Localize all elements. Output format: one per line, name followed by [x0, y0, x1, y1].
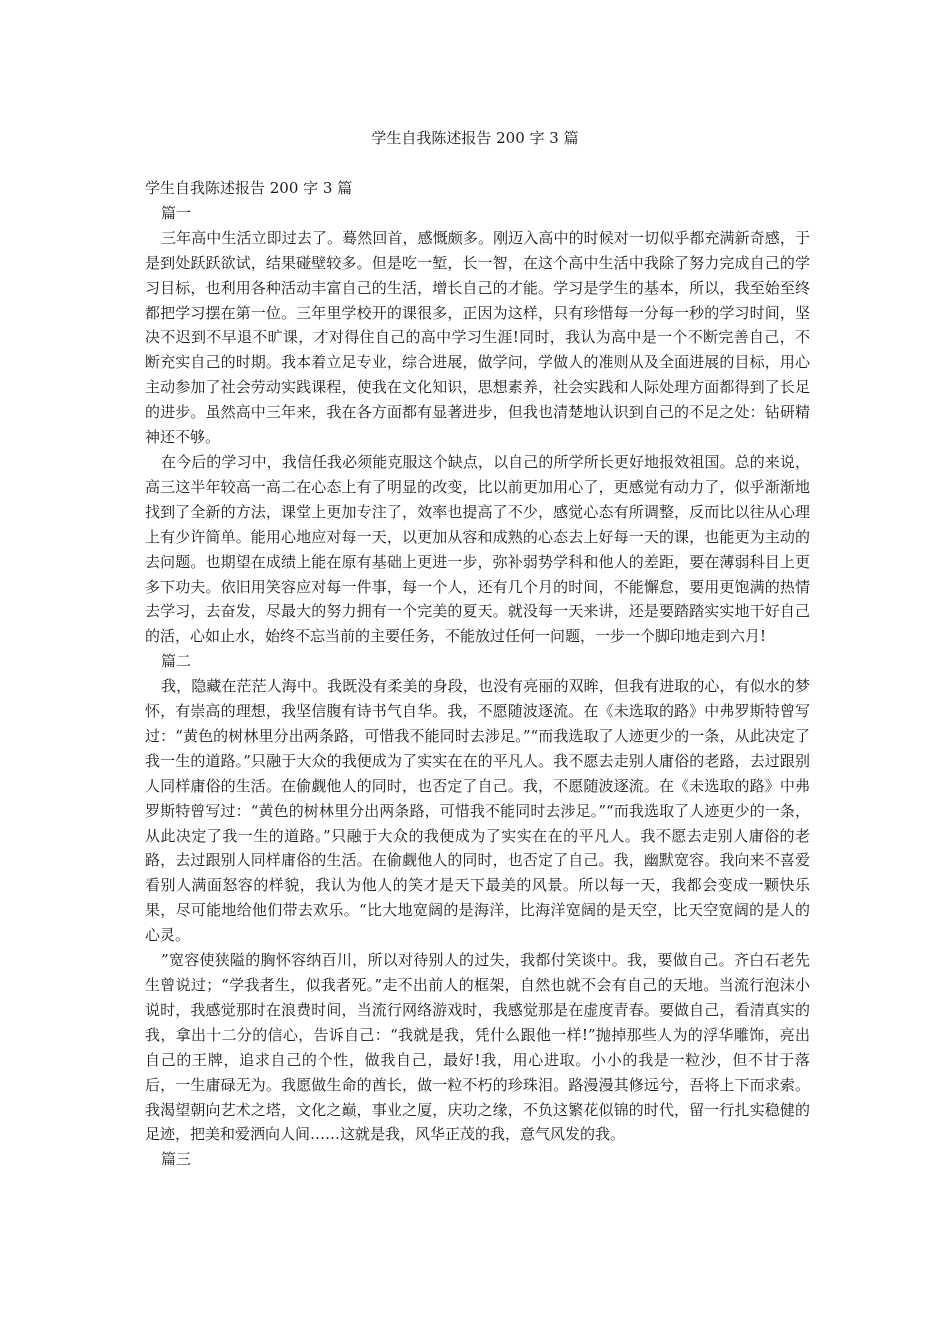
section-heading-2: 篇二 — [161, 652, 192, 671]
section-heading-1: 篇一 — [161, 203, 192, 222]
paragraph: 我，隐藏在茫茫人海中。我既没有柔美的身段，也没有亮丽的双眸，但我有进取的心，有似水的梦怀，有崇高的理想，我坚信腹有诗书气自华。我，不愿随波逐流。在《未选取的路》中弗罗斯特曾写过：“黄色的树林里分出两条路，可惜我不能同时去涉足。”“而我选取了人迹更少的一条，从此决定了我一生的道路。”只融于大众的我便成为了实实在在的平凡人。我不愿去走别人庸俗的老路，去过跟别人同样庸俗的生活。在偷觑他人的同时，也否定了自己。我，不愿随波逐流。在《未选取的路》中弗罗斯特曾写过：“黄色的树林里分出两条路，可惜我不能同时去涉足。”“而我选取了人迹更少的一条，从此决定了我一生的道路。”只融于大众的我便成为了实实在在的平凡人。我不愿去走别人庸俗的老路，去过跟别人同样庸俗的生活。在偷觑他人的同时，也否定了自己。我，幽默宽容。我向来不喜爱看别人满面怒容的样貌，我认为他人的笑才是天下最美的风景。所以每一天，我都会变成一颗快乐果，尽可能地给他们带去欢乐。“比大地宽阔的是海洋，比海洋宽阔的是天空，比天空宽阔的是人的心灵。 — [145, 677, 810, 945]
document-subtitle: 学生自我陈述报告 200 字 3 篇 — [145, 179, 353, 197]
paragraph: 在今后的学习中，我信任我必须能克服这个缺点，以自己的所学所长更好地报效祖国。总的来说，高三这半年较高一高二在心态上有了明显的改变，比以前更加用心了，更感觉有动力了，似乎渐渐地找到了全新的方法，课堂上更加专注了，效率也提高了不少，感觉心态有所调整，反而比以往从心理上有少许简单。能用心地应对每一天，以更加从容和成熟的心态去上好每一天的课，也能更为主动的去问题。也期望在成绩上能在原有基础上更进一步，弥补弱势学科和他人的差距，要在薄弱科目上更多下功夫。依旧用笑容应对每一件事，每一个人，还有几个月的时间，不能懈怠，要用更饱满的热情去学习，去奋发，尽最大的努力拥有一个完美的夏天。就没每一天来讲，还是要踏踏实实地干好自己的活，心如止水，始终不忘当前的主要任务，不能放过任何一问题，一步一个脚印地走到六月! — [145, 452, 810, 646]
paragraph: ”宽容使狭隘的胸怀容纳百川，所以对待别人的过失，我都付笑谈中。我，要做自己。齐白石老先生曾说过；“学我者生，似我者死。”走不出前人的框架，自然也就不会有自己的天地。当流行泡沫小说时，我感觉那时在浪费时间，当流行网络游戏时，我感觉那是在虚度青春。要做自己，看清真实的我，拿出十二分的信心，告诉自己：“我就是我，凭什么跟他一样!”抛掉那些人为的浮华雕饰，亮出自己的王牌，追求自己的个性，做我自己，最好!我，用心进取。小小的我是一粒沙，但不甘于落后，一生庸碌无为。我愿做生命的酋长，做一粒不朽的珍珠泪。路漫漫其修远兮，吾将上下而求索。我渴望朝向艺术之塔，文化之巅，事业之厦，庆功之缘，不负这繁花似锦的时代，留一行扎实稳健的足迹，把美和爱洒向人间……这就是我，风华正茂的我，意气风发的我。 — [145, 951, 810, 1144]
document-body — [145, 176, 810, 1172]
document-title: 学生自我陈述报告 200 字 3 篇 — [371, 129, 579, 147]
section-heading-3: 篇三 — [161, 1150, 192, 1169]
paragraph: 三年高中生活立即过去了。蓦然回首，感慨颇多。刚迈入高中的时候对一切似乎都充满新奇感，于是到处跃跃欲试，结果碰壁较多。但是吃一堑，长一智，在这个高中生活中我除了努力完成自己的学习目标，也利用各种活动丰富自己的生活，增长自己的才能。学习是学生的基本，所以，我至始至终都把学习摆在第一位。三年里学校开的课很多，正因为这样，只有珍惜每一分每一秒的学习时间，坚决不迟到不早退不旷课，才对得住自己的高中学习生涯!同时，我认为高中是一个不断完善自己，不断充实自己的时期。我本着立足专业，综合进展，做学问，学做人的准则从及全面进展的目标，用心主动参加了社会劳动实践课程，使我在文化知识，思想素养，社会实践和人际处理方面都得到了长足的进步。虽然高中三年来，我在各方面都有显著进步，但我也清楚地认识到自己的不足之处：钻研精神还不够。 — [145, 228, 810, 447]
